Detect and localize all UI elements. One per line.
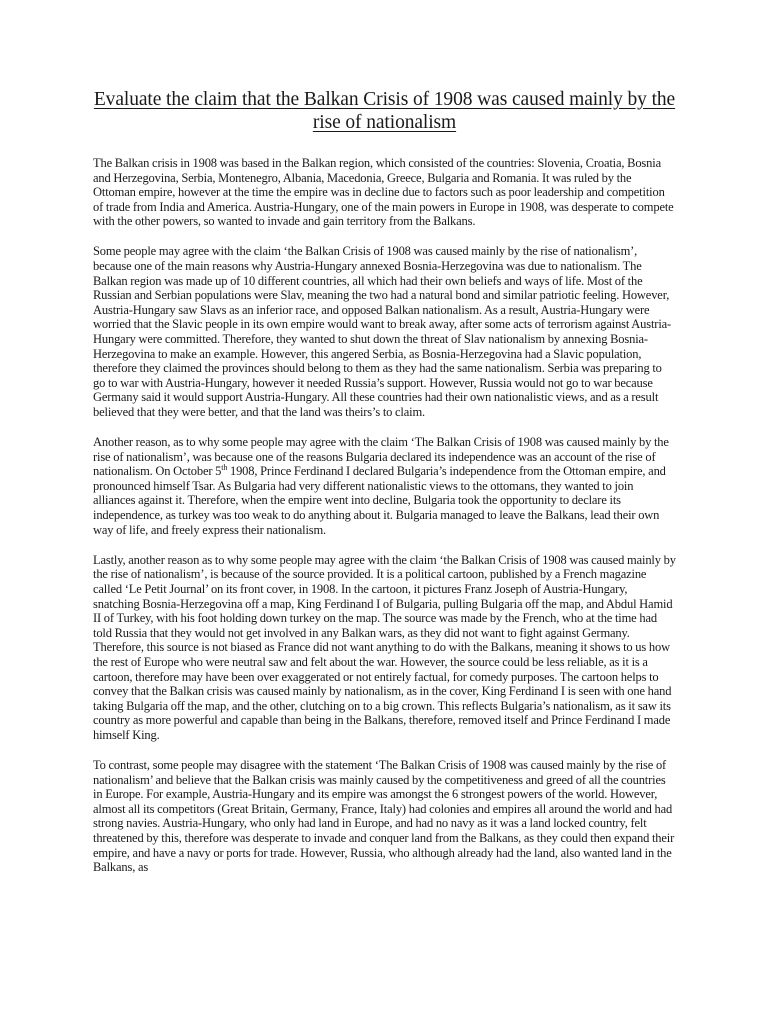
paragraph-text-part: Another reason, as to why some people may agree with the claim ‘The Balkan Crisis of 1908 was caused mainly by the rise of nationalism’, was because one of the reasons Bulgaria declared its independence was an account of the rise of nationalism. On October 5 xyxy=(93,435,669,479)
paragraph-text-part: 1908, Prince Ferdinand I declared Bulgaria’s independence from the Ottoman empire, and pronounced himself Tsar. As Bulgaria had very different nationalistic views to the ottomans, they wanted to join alliances against it. Therefore, when the empire went into decline, Bulgaria took the opportunity to declare its independence, as turkey was too weak to do anything about it. Bulgaria managed to leave the Balkans, lead their own way of life, and freely express their nationalism. xyxy=(93,464,666,537)
paragraph-bulgaria-independence xyxy=(93,435,676,537)
paragraph-source-cartoon: Lastly, another reason as to why some people may agree with the claim ‘the Balkan Crisis of 1908 was caused mainly by the rise of nationalism’, is because of the source provided. It is a political cartoon, published by a French magazine called ‘Le Petit Journal’ on its front cover, in 1908. In the cartoon, it pictures Franz Joseph of Austria-Hungary, snatching Bosnia-Herzegovina off a map, King Ferdinand I of Bulgaria, pulling Bulgaria off the map, and Abdul Hamid II of Turkey, with his foot holding down turkey on the map. The source was made by the French, who at the time had told Russia that they would not get involved in any Balkan wars, as they did not want to fight against Germany. Therefore, this source is not biased as France did not want anything to do with the Balkans, meaning it shows to us how the rest of Europe who were neutral saw and felt about the war. However, the source could be less reliable, as it is a cartoon, therefore may have been over exaggerated or not entirely factual, for comedy purposes. The cartoon helps to convey that the Balkan crisis was caused mainly by nationalism, as in the cover, King Ferdinand I is seen with one hand taking Bulgaria off the map, and the other, clutching on to a big crown. This reflects Bulgaria’s nationalism, as it saw its country as more powerful and capable than being in the Balkans, therefore, removed itself and Prince Ferdinand I made himself King. xyxy=(93,552,676,742)
ordinal-suffix: th xyxy=(221,463,228,473)
paragraph-counter-argument: To contrast, some people may disagree with the statement ‘The Balkan Crisis of 1908 was caused mainly by the rise of nationalism’ and believe that the Balkan crisis was mainly caused by the competitiveness and greed of all the countries in Europe. For example, Austria-Hungary and its empire was amongst the 6 strongest powers of the world. However, almost all its competitors (Great Britain, Germany, France, Italy) had colonies and empires all around the world and had strong navies. Austria-Hungary, who only had land in Europe, and had no navy as it was a land locked country, felt threatened by this, therefore was desperate to invade and conquer land from the Balkans, as they could then expand their empire, and have a navy or ports for trade. However, Russia, who although already had the land, also wanted land in the Balkans, as xyxy=(93,757,675,875)
page-title: Evaluate the claim that the Balkan Crisis of 1908 was caused mainly by the rise of nationalism xyxy=(93,89,676,133)
paragraph-introduction: The Balkan crisis in 1908 was based in the Balkan region, which consisted of the countries: Slovenia, Croatia, Bosnia and Herzegovina, Serbia, Montenegro, Albania, Macedonia, Greece, Bulgaria and Romania. It was ruled by the Ottoman empire, however at the time the empire was in decline due to factors such as poor leadership and competition of trade from India and America. Austria-Hungary, one of the main powers in Europe in 1908, was desperate to compete with the other powers, so wanted to invade and gain territory from the Balkans. xyxy=(93,156,674,229)
paragraph-austria-hungary-nationalism: Some people may agree with the claim ‘the Balkan Crisis of 1908 was caused mainly by the rise of nationalism’, because one of the main reasons why Austria-Hungary annexed Bosnia-Herzegovina was due to nationalism. The Balkan region was made up of 10 different countries, all which had their own beliefs and ways of life. Most of the Russian and Serbian populations were Slav, meaning the two had a natural bond and similar patriotic feeling. However, Austria-Hungary saw Slavs as an inferior race, and opposed Balkan nationalism. As a result, Austria-Hungary were worried that the Slavic people in its own empire would want to break away, after some acts of terrorism against Austria-Hungary were committed. Therefore, they wanted to shut down the threat of Slav nationalism by annexing Bosnia-Herzegovina to make an example. However, this angered Serbia, as Bosnia-Herzegovina had a Slavic population, therefore they claimed the provinces should belong to them as they had the same nationalism. Serbia was preparing to go to war with Austria-Hungary, however it needed Russia’s support. However, Russia would not go to war because Germany said it would support Austria-Hungary. All these countries had their own nationalistic views, and as a result believed that they were better, and that the land was theirs’s to claim. xyxy=(93,244,672,419)
